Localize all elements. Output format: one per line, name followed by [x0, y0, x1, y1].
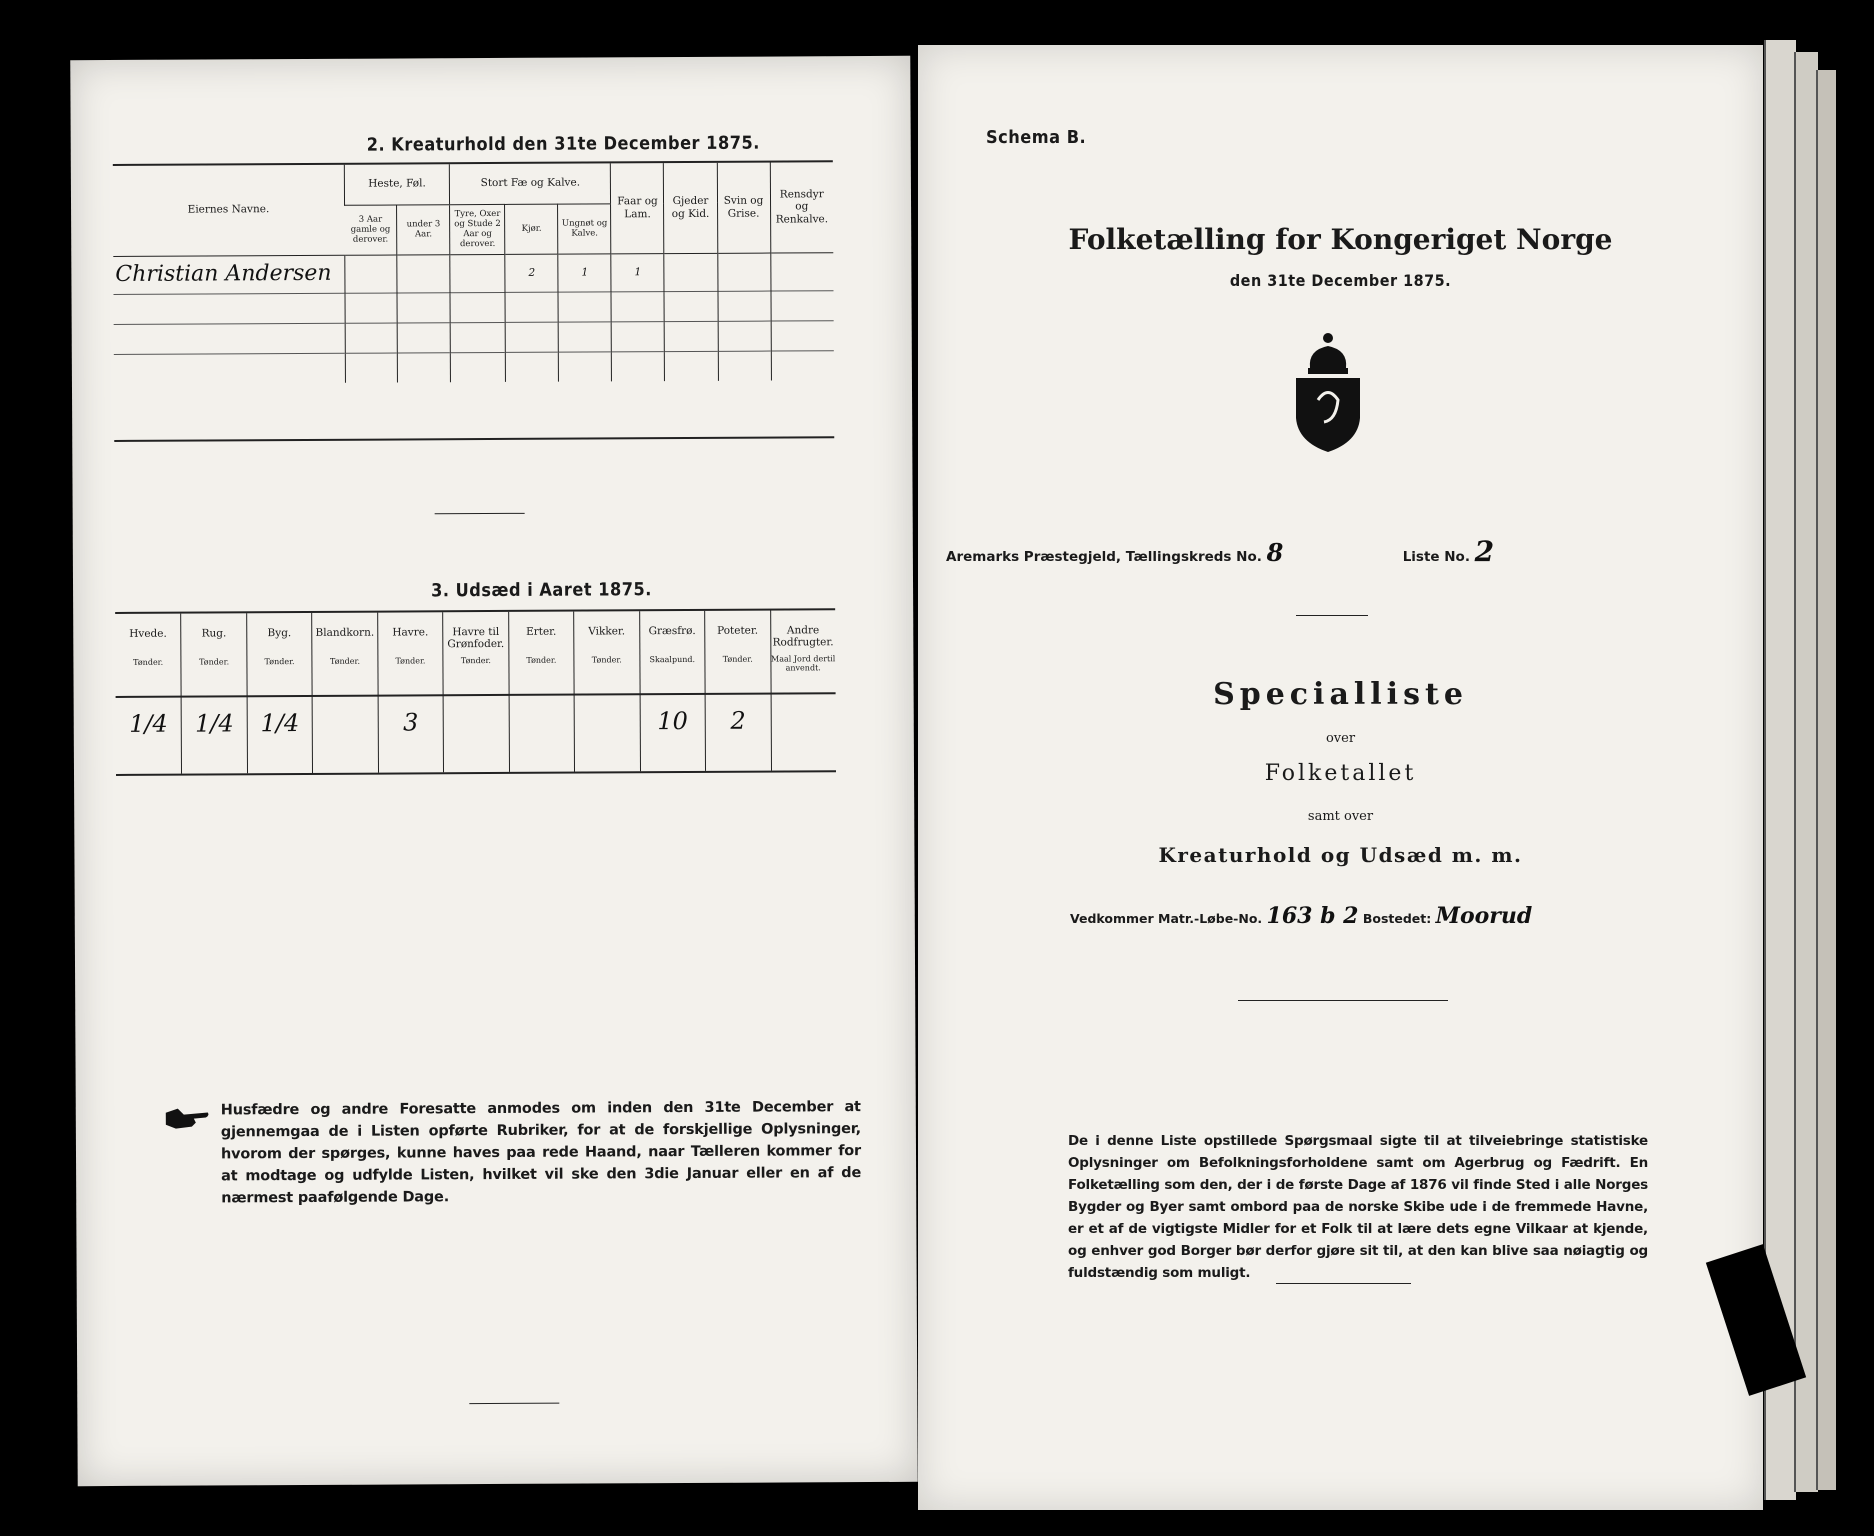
table-bottom-rule [114, 436, 834, 442]
explanation-paragraph: De i denne Liste opstillede Spørgsmaal sigte til at tilveiebringe statistiske Oplysninger om Befolkningsforholdene samt om Agerbrug og Fædrift. En Folketælling som den, der i de første Dage af 1876 vil finde Sted i alle Norges Bygder og Byer samt ombord paa de norske Skibe ude i de fremmede Havne, er et af de vigtigste Midler for et Folk til at lære dets egne Vilkaar at kjende, og enhver god Borger bør derfor gjøre sit til, at den kan blive saa nøiagtig og fuldstændig som muligt. [1068, 1133, 1648, 1281]
seed-value: 3 [403, 708, 419, 737]
kjor-header: Kjør. [505, 204, 558, 254]
seed-column [181, 613, 247, 773]
seed-column-name: Rug. [201, 627, 227, 640]
divider [1276, 1283, 1411, 1284]
stort-fae-header: Stort Fæ og Kalve. [450, 163, 611, 204]
cell [345, 255, 398, 293]
seed-column-name: Andre Rodfrugter. [772, 624, 834, 649]
divider [469, 1403, 559, 1404]
schema-label: Schema B. [986, 127, 1087, 148]
cell [664, 253, 717, 291]
over-text: over [1325, 731, 1356, 746]
seed-column [246, 613, 312, 773]
left-page [70, 56, 917, 1486]
kreaturhold-heading: Kreaturhold og Udsæd m. m. [1158, 843, 1523, 867]
seed-column-name: Blandkorn. [315, 626, 375, 639]
samt-over-text: samt over [1307, 809, 1374, 824]
bosted-value: Moorud [1435, 903, 1533, 929]
seed-column [377, 612, 443, 772]
section-3-title: 3. Udsæd i Aaret 1875. [431, 579, 652, 602]
svin-header: Svin og Grise. [717, 163, 770, 253]
section-2-title: 2. Kreaturhold den 31te December 1875. [366, 132, 760, 156]
right-page [918, 45, 1763, 1510]
divider [1238, 1000, 1448, 1001]
page-stack-edge [1816, 70, 1836, 1490]
seed-column-unit: Tønder. [395, 656, 426, 666]
seed-column-name: Vikker. [588, 625, 626, 638]
seed-column [312, 613, 378, 773]
seed-column-unit: Skaalpund. [649, 654, 696, 665]
census-date: den 31te December 1875. [1229, 271, 1452, 290]
seed-value: 2 [730, 706, 746, 735]
list-label: Liste No. [1402, 549, 1470, 565]
seed-column-name: Byg. [267, 627, 292, 640]
folketallet-text: Folketallet [1264, 761, 1417, 786]
seed-column-unit: Tønder. [199, 657, 230, 667]
seed-column [442, 612, 508, 772]
gjeder-header: Gjeder og Kid. [664, 163, 717, 253]
heste-old-header: 3 Aar gamle og derover. [350, 214, 391, 245]
seed-value: 1/4 [195, 709, 234, 738]
notice-text: Husfædre og andre Foresatte anmodes om inden den 31te December at gjennemgaa de i Listen opførte Rubriker, for at de forskjellige Oplysninger, hvorom der spørges, kunne haves paa rede Haand, naar Tælleren kommer for at modtage og udfylde Listen, hvilket vil ske den 3die Januar eller en af de nærmest paafølgende Dage. [220, 1099, 862, 1207]
seed-column-name: Erter. [526, 625, 557, 638]
seed-column-unit: Tønder. [133, 657, 164, 667]
owner-name [113, 255, 345, 294]
seed-column [770, 610, 836, 770]
rensdyr-header: Rensdyr og Renkalve. [770, 162, 833, 252]
seed-column-unit: Tønder. [460, 656, 491, 666]
owner-header: Eiernes Navne. [187, 203, 270, 217]
seed-value: 1/4 [260, 709, 300, 738]
seed-column-name: Poteter. [717, 624, 759, 637]
matr-line [1070, 903, 1532, 929]
seed-column [115, 614, 181, 774]
seed-column-unit: Tønder. [722, 654, 753, 664]
cell [717, 253, 770, 291]
coat-of-arms-icon [1288, 330, 1368, 455]
census-title: Folketælling for Kongeriget Norge [1068, 223, 1613, 256]
owner-name-text: Christian Andersen [115, 260, 332, 287]
seed-column [639, 611, 705, 771]
pointing-hand-icon [164, 1104, 210, 1132]
seed-value: 1/4 [129, 709, 168, 738]
seed-column [704, 611, 770, 771]
seed-column [573, 611, 639, 771]
district-line [946, 535, 1494, 568]
district-number: 8 [1266, 538, 1284, 567]
cell [770, 252, 833, 290]
page-stack-edge [1794, 52, 1818, 1492]
divider [1296, 615, 1368, 616]
faar-header: Faar og Lam. [611, 163, 664, 253]
list-number: 2 [1474, 535, 1495, 568]
cell [450, 254, 505, 292]
matr-number: 163 b 2 [1266, 903, 1359, 929]
seed-column-name: Havre til Grønfoder. [447, 625, 505, 651]
seed-column-name: Hvede. [129, 627, 167, 640]
specialliste-heading: Specialliste [1213, 677, 1468, 712]
faar-value: 1 [611, 253, 664, 291]
seed-column-unit: Tønder. [591, 655, 622, 665]
district-label: Aremarks Præstegjeld, Tællingskreds No. [946, 549, 1262, 565]
tyre-header: Tyre, Oxer og Stude 2 Aar og derover. [450, 204, 505, 254]
matr-label: Vedkommer Matr.-Løbe-No. [1070, 911, 1263, 926]
cell [397, 254, 450, 292]
seed-column [508, 612, 574, 772]
divider [435, 513, 525, 514]
kjor-value: 2 [505, 254, 558, 292]
seed-column-unit: Tønder. [264, 657, 295, 667]
seed-table [115, 610, 836, 774]
livestock-table [113, 162, 834, 384]
bosted-label: Bostedet: [1362, 911, 1432, 926]
ungnot-header: Ungnøt og Kalve. [558, 203, 611, 253]
seed-column-unit: Maal Jord dertil anvendt. [770, 654, 836, 673]
seed-column-unit: Tønder. [329, 656, 361, 666]
seed-column-name: Havre. [392, 626, 429, 639]
seed-column-unit: Tønder. [526, 655, 557, 665]
heste-young-header: under 3 Aar. [397, 204, 450, 254]
heste-header: Heste, Føl. [344, 164, 450, 205]
seed-value: 10 [657, 706, 688, 736]
ungnot-value: 1 [558, 253, 611, 291]
seed-column-name: Græsfrø. [648, 624, 696, 638]
